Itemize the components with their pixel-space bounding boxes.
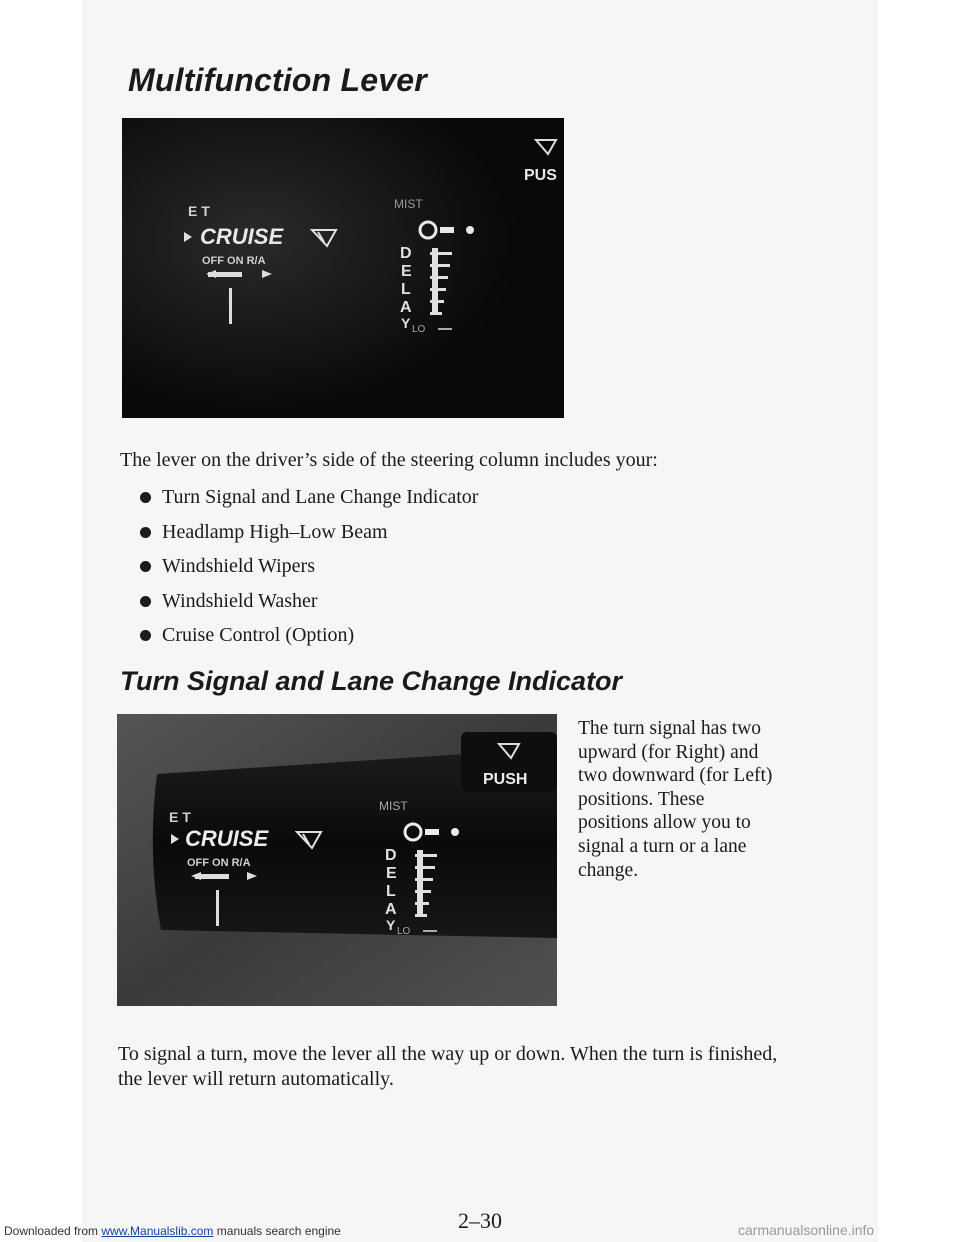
lever-photo-top bbox=[122, 118, 564, 418]
lo-label: LO bbox=[412, 324, 426, 335]
speed-bar bbox=[440, 227, 454, 233]
delay-label-d: D bbox=[385, 847, 397, 864]
bullet-icon bbox=[140, 630, 151, 641]
cruise-label: CRUISE bbox=[185, 826, 269, 851]
left-letters: E T bbox=[188, 203, 210, 219]
push-label: PUS bbox=[524, 167, 557, 184]
feature-list bbox=[140, 484, 478, 657]
cruise-modes-label: OFF ON R/A bbox=[202, 255, 266, 267]
section-title: Turn Signal and Lane Change Indicator bbox=[120, 666, 623, 696]
download-footer: Downloaded from www.Manualslib.com manuals search engine bbox=[4, 1224, 341, 1238]
bullet-icon bbox=[140, 527, 151, 538]
manualslib-link[interactable]: www.Manualslib.com bbox=[101, 1224, 214, 1238]
lo-mark bbox=[438, 328, 452, 330]
turn-signal-instructions: To signal a turn, move the lever all the way up or down. When the turn is finished, the lever will return automatically. bbox=[118, 1043, 778, 1090]
bullet-icon bbox=[140, 561, 151, 572]
delay-label-l: L bbox=[401, 281, 411, 298]
delay-label-y: Y bbox=[386, 917, 396, 933]
page-number: 2–30 bbox=[458, 1208, 502, 1233]
high-dot bbox=[451, 828, 459, 836]
detent-mark bbox=[229, 288, 232, 324]
bullet-icon bbox=[140, 492, 151, 503]
delay-label-l: L bbox=[386, 883, 396, 900]
list-item: Cruise Control (Option) bbox=[140, 622, 478, 657]
page-title: Multifunction Lever bbox=[128, 62, 427, 98]
lo-mark bbox=[423, 930, 437, 932]
intro-text: The lever on the driver’s side of the steering column includes your: bbox=[120, 449, 658, 471]
list-item: Windshield Wipers bbox=[140, 553, 478, 588]
list-item: Turn Signal and Lane Change Indicator bbox=[140, 484, 478, 519]
delay-label-y: Y bbox=[401, 315, 411, 331]
high-dot bbox=[466, 226, 474, 234]
list-item: Headlamp High–Low Beam bbox=[140, 519, 478, 554]
watermark: carmanualsonline.info bbox=[738, 1222, 875, 1238]
delay-label-e: E bbox=[401, 263, 412, 280]
list-item: Windshield Washer bbox=[140, 588, 478, 623]
lever-photo-bottom bbox=[117, 714, 557, 1006]
cruise-label: CRUISE bbox=[200, 224, 284, 249]
delay-label-a: A bbox=[400, 299, 412, 316]
lo-label: LO bbox=[397, 926, 411, 937]
turn-signal-description: The turn signal has two upward (for Right) and two downward (for Left) positions. These positions allow you to signal a turn or a lane change. bbox=[578, 718, 773, 881]
delay-label-a: A bbox=[385, 901, 397, 918]
bullet-icon bbox=[140, 596, 151, 607]
left-letters: E T bbox=[169, 809, 191, 825]
speed-bar bbox=[425, 829, 439, 835]
cruise-modes-label: OFF ON R/A bbox=[187, 857, 251, 869]
push-label: PUSH bbox=[483, 771, 528, 788]
delay-label-d: D bbox=[400, 245, 412, 262]
mist-label: MIST bbox=[379, 799, 408, 813]
mist-label: MIST bbox=[394, 197, 423, 211]
detent-mark bbox=[216, 890, 219, 926]
delay-label-e: E bbox=[386, 865, 397, 882]
